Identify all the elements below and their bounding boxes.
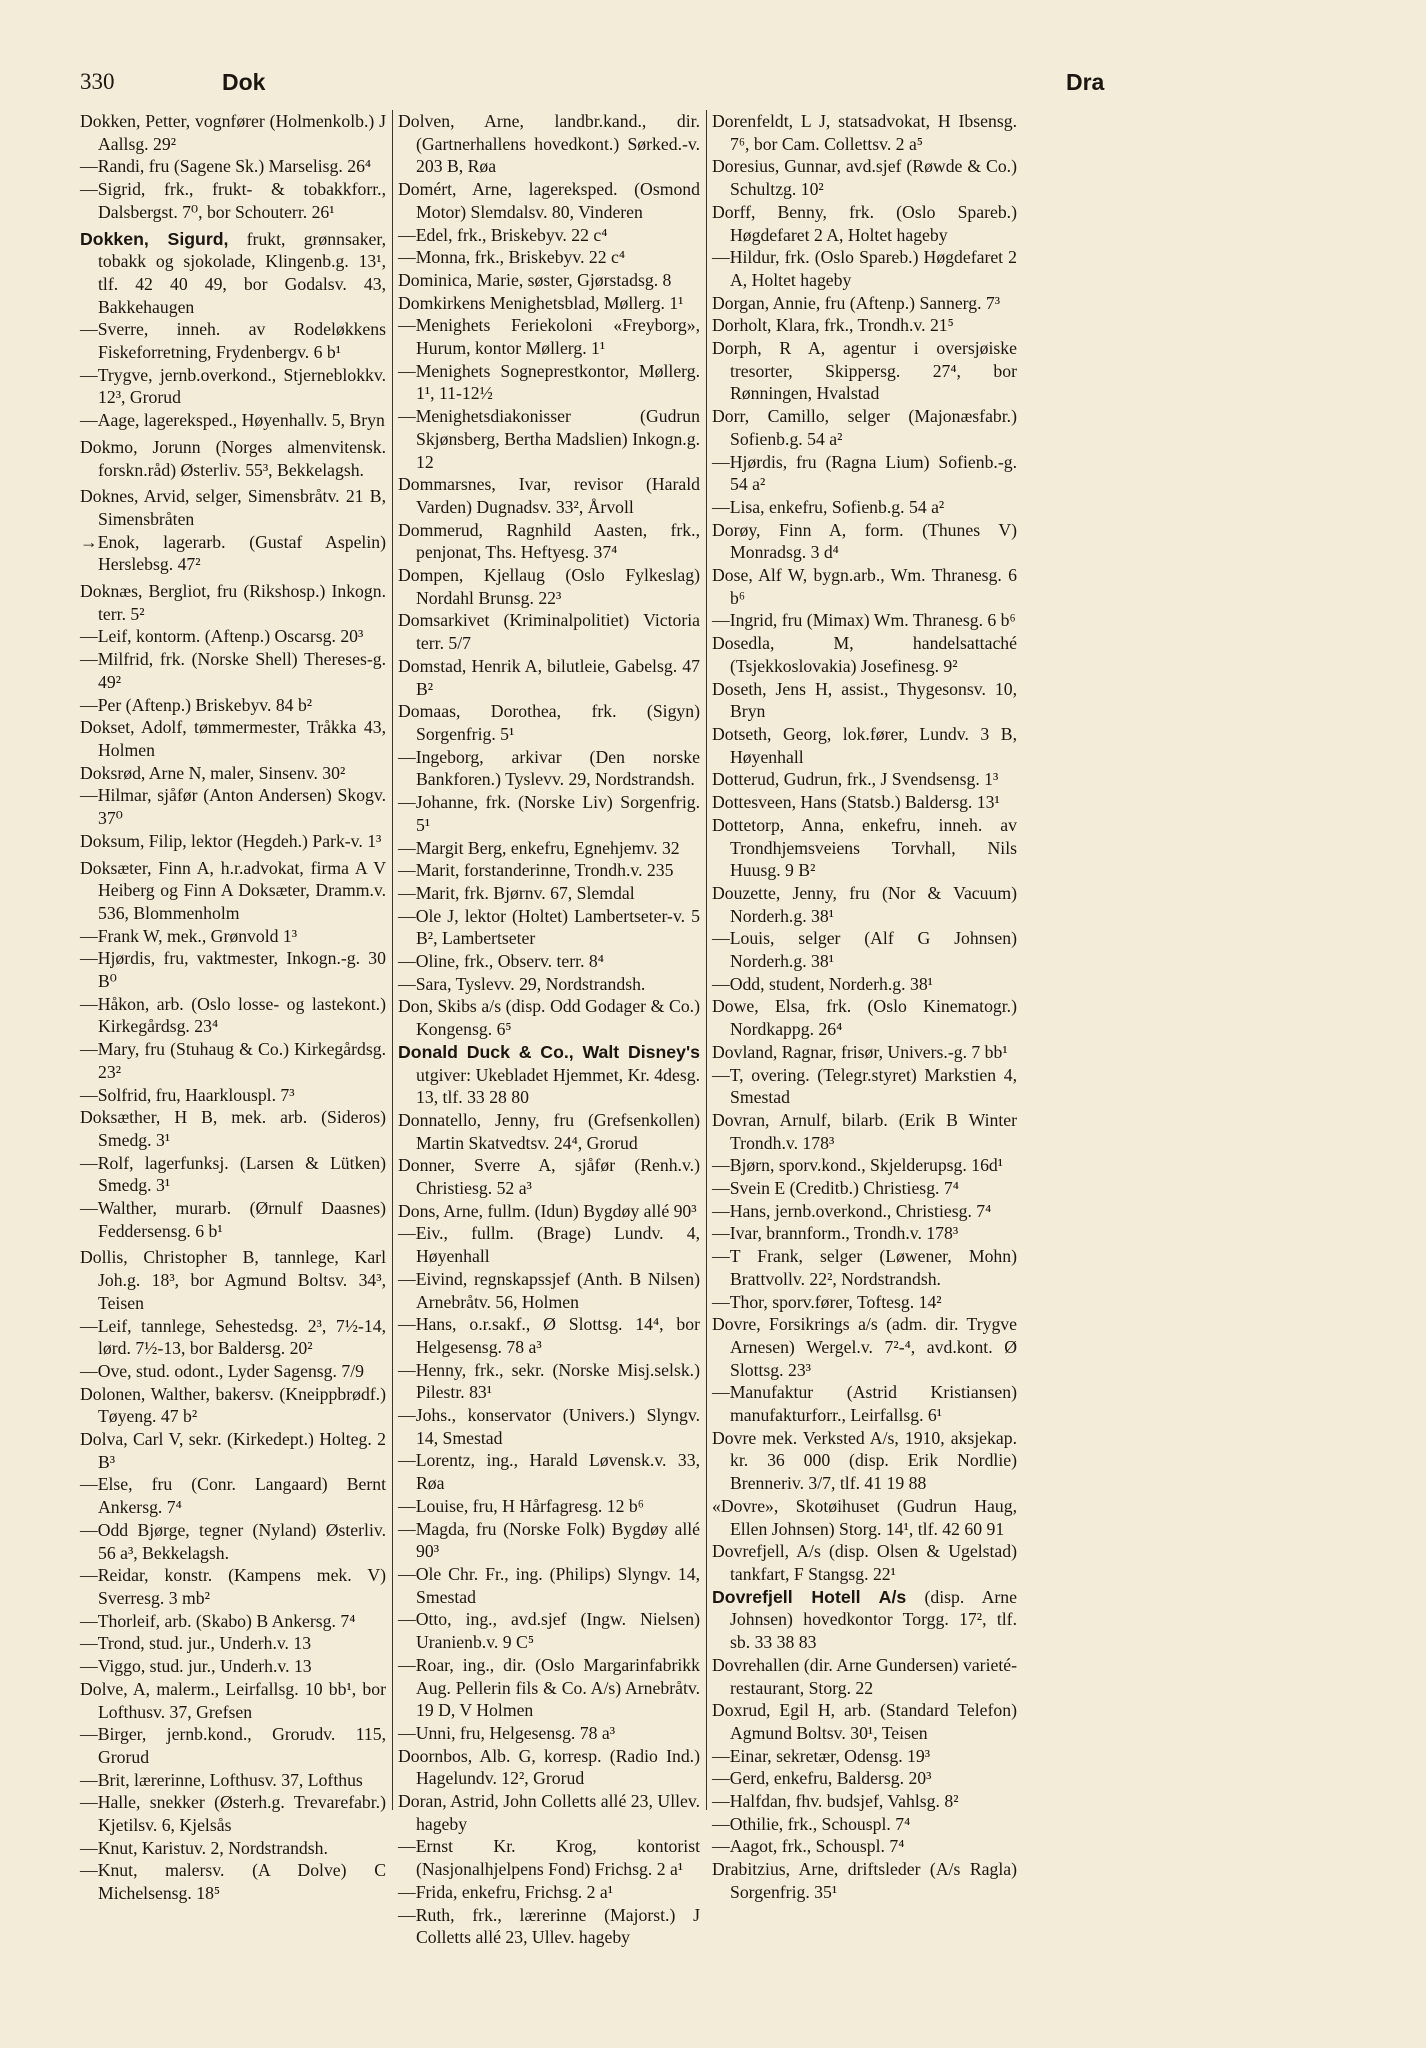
directory-entry	[712, 314, 1017, 337]
directory-entry	[712, 1313, 1017, 1381]
entry-text: Doknes, Arvid, selger, Simensbråtv. 21 B, Simensbråten	[80, 486, 386, 529]
directory-entry	[398, 360, 700, 405]
entry-text: —Hjørdis, fru (Ragna Lium) Sofienb.-g. 54 a²	[712, 451, 1017, 495]
entry-text: —Odd Bjørge, tegner (Nyland) Østerliv. 56 a³, Bekkelagsh.	[80, 1519, 386, 1563]
entry-text: Dommarsnes, Ivar, revisor (Harald Varden) Dugnadsv. 33², Årvoll	[398, 474, 700, 517]
entry-text: —Knut, malersv. (A Dolve) C Michelsensg. 18⁵	[80, 1860, 386, 1904]
directory-entry	[398, 1109, 700, 1154]
entry-text: —Else, fru (Conr. Langaard) Bernt Ankersg. 7⁴	[80, 1474, 386, 1518]
directory-entry	[80, 1632, 386, 1655]
entry-text: —Ove, stud. odont., Lyder Sagensg. 7/9	[80, 1360, 364, 1381]
entry-text: Doksum, Filip, lektor (Hegdeh.) Park-v. 1³	[80, 830, 382, 851]
right-guide-word: Dra	[1066, 69, 1105, 95]
directory-column-3	[712, 110, 1017, 1904]
directory-entry	[80, 1428, 386, 1473]
entry-text: —Knut, Karistuv. 2, Nordstrandsh.	[80, 1837, 328, 1858]
entry-text: Dorr, Camillo, selger (Majonæsfabr.) Sofienb.g. 54 a²	[712, 406, 1017, 449]
directory-entry	[80, 1152, 386, 1197]
entry-text: —Halfdan, fhv. budsjef, Vahlsg. 8²	[712, 1791, 959, 1812]
entry-text: Dollis, Christopher B, tannlege, Karl Joh.g. 18³, bor Agmund Boltsv. 34³, Teisen	[80, 1247, 386, 1313]
entry-text: —Othilie, frk., Schouspl. 7⁴	[712, 1813, 911, 1834]
directory-entry	[398, 746, 700, 791]
entry-text: (disp. Arne Johnsen) hovedkontor Torgg. 17², tlf. sb. 33 38 83	[730, 1586, 1017, 1653]
entry-text: Doksæter, Finn A, h.r.advokat, firma A V Heiberg og Finn A Doksæter, Dramm.v. 536, Blommenholm	[80, 857, 386, 923]
directory-entry	[80, 1837, 386, 1860]
entry-text: «Dovre», Skotøihuset (Gudrun Haug, Ellen Johnsen) Storg. 14¹, tlf. 42 60 91	[712, 1495, 1017, 1539]
entry-text: —Sverre, inneh. av Rodeløkkens Fiskeforretning, Frydenbergv. 6 b¹	[80, 319, 386, 363]
entry-text: Doknæs, Bergliot, fru (Rikshosp.) Inkogn. terr. 5²	[80, 581, 386, 624]
entry-text: Drabitzius, Arne, driftsleder (A/s Ragla) Sorgenfrig. 35¹	[712, 1859, 1017, 1902]
directory-entry	[398, 1495, 700, 1518]
directory-entry	[398, 405, 700, 473]
entry-text: —Roar, ing., dir. (Oslo Margarinfabrikk Aug. Pellerin fils & Co. A/s) Arnebråtv. 19 D, V Holmen	[398, 1654, 700, 1721]
directory-entry	[398, 314, 700, 359]
entry-text: Domért, Arne, lagereksped. (Osmond Motor) Slemdalsv. 80, Vinderen	[398, 179, 700, 222]
entry-text: —Einar, sekretær, Odensg. 19³	[712, 1745, 931, 1766]
directory-entry	[80, 364, 386, 409]
directory-entry	[80, 762, 386, 785]
directory-entry	[398, 973, 700, 996]
directory-entry	[712, 1154, 1017, 1177]
directory-entry	[712, 1495, 1017, 1540]
directory-entry	[80, 1655, 386, 1678]
entry-text: —Thorleif, arb. (Skabo) B Ankersg. 7⁴	[80, 1610, 356, 1631]
entry-text: Dotterud, Gudrun, frk., J Svendsensg. 1³	[712, 769, 999, 790]
directory-entry	[398, 950, 700, 973]
directory-entry	[398, 1222, 700, 1267]
entry-text: Douzette, Jenny, fru (Nor & Vacuum) Norderh.g. 38¹	[712, 882, 1017, 926]
directory-entry	[80, 830, 386, 853]
entry-text: Doresius, Gunnar, avd.sjef (Røwde & Co.) Schultzg. 10²	[712, 156, 1017, 200]
directory-entry	[80, 625, 386, 648]
directory-entry	[80, 1859, 386, 1904]
directory-entry	[80, 1246, 386, 1314]
directory-entry	[712, 405, 1017, 450]
entry-text: Dotseth, Georg, lok.fører, Lundv. 3 B, Høyenhall	[712, 723, 1017, 767]
directory-entry	[398, 859, 700, 882]
entry-text: —Ruth, frk., lærerinne (Majorst.) J Colletts allé 23, Ullev. hageby	[398, 1904, 700, 1948]
entry-text: Dolonen, Walther, bakersv. (Kneippbrødf.) Tøyeng. 47 b²	[80, 1383, 386, 1427]
directory-entry	[80, 694, 386, 717]
directory-entry	[398, 882, 700, 905]
entry-text: Dorholt, Klara, frk., Trondh.v. 21⁵	[712, 315, 954, 336]
directory-entry	[712, 609, 1017, 632]
directory-entry	[398, 519, 700, 564]
entry-text: Dokken, Petter, vognfører (Holmenkolb.) J Aallsg. 29²	[80, 111, 386, 154]
directory-entry	[80, 1315, 386, 1360]
directory-entry	[398, 1835, 700, 1880]
directory-entry	[398, 1608, 700, 1653]
directory-entry	[712, 791, 1017, 814]
directory-entry	[712, 927, 1017, 972]
entry-text: Donnatello, Jenny, fru (Grefsenkollen) Martin Skatvedtsv. 24⁴, Grorud	[398, 1109, 700, 1153]
entry-text: utgiver: Ukebladet Hjemmet, Kr. 4desg. 13, tlf. 33 28 80	[416, 1064, 700, 1108]
directory-entry	[398, 1790, 700, 1835]
directory-entry	[80, 1473, 386, 1518]
directory-entry	[80, 436, 386, 481]
entry-text: —Halle, snekker (Østerh.g. Trevarefabr.) Kjetilsv. 6, Kjelsås	[80, 1792, 386, 1836]
directory-entry	[398, 1881, 700, 1904]
entry-text: Dokmo, Jorunn (Norges almenvitensk. forskn.råd) Østerliv. 55³, Bekkelagsh.	[80, 436, 386, 480]
entry-text: Dovrefjell, A/s (disp. Olsen & Ugelstad) tankfart, F Stangsg. 22¹	[712, 1541, 1017, 1584]
directory-entry	[398, 905, 700, 950]
directory-entry	[398, 1449, 700, 1494]
directory-entry	[398, 292, 700, 315]
entry-text: —Hildur, frk. (Oslo Spareb.) Høgdefaret 2 A, Holtet hageby	[712, 247, 1017, 290]
directory-entry	[80, 925, 386, 948]
entry-text: —Manufaktur (Astrid Kristiansen) manufakturforr., Leirfallsg. 6¹	[712, 1382, 1017, 1426]
entry-text: —Menighets Feriekoloni «Freyborg», Hurum, kontor Møllerg. 1¹	[398, 315, 700, 359]
directory-entry	[712, 1222, 1017, 1245]
directory-entry	[80, 1564, 386, 1609]
directory-entry	[80, 1197, 386, 1242]
entry-text: Dose, Alf W, bygn.arb., Wm. Thranesg. 6 b⁶	[712, 565, 1017, 608]
entry-text: —Walther, murarb. (Ørnulf Daasnes) Feddersensg. 6 b¹	[80, 1198, 386, 1241]
directory-entry	[712, 1654, 1017, 1699]
entry-text: —Milfrid, frk. (Norske Shell) Thereses-g. 49²	[80, 649, 386, 692]
entry-text: —Lisa, enkefru, Sofienb.g. 54 a²	[712, 496, 945, 517]
directory-entry	[398, 791, 700, 836]
directory-entry	[398, 995, 700, 1040]
entry-text: Doran, Astrid, John Colletts allé 23, Ullev. hageby	[398, 1791, 700, 1834]
entry-text: —Louise, fru, H Hårfagresg. 12 b⁶	[398, 1495, 644, 1516]
directory-entry	[398, 564, 700, 609]
directory-entry	[398, 655, 700, 700]
entry-text: —Gerd, enkefru, Baldersg. 20³	[712, 1768, 932, 1789]
entry-text: —Eiv., fullm. (Brage) Lundv. 4, Høyenhall	[398, 1223, 700, 1267]
entry-text: Domstad, Henrik A, bilutleie, Gabelsg. 47 B²	[398, 655, 700, 699]
entry-text: Dorenfeldt, L J, statsadvokat, H Ibsensg. 7⁶, bor Cam. Collettsv. 2 a⁵	[712, 111, 1017, 154]
entry-text: Dorff, Benny, frk. (Oslo Spareb.) Høgdefaret 2 A, Holtet hageby	[712, 201, 1017, 245]
entry-text: —Trond, stud. jur., Underh.v. 13	[80, 1633, 312, 1654]
directory-entry	[80, 1383, 386, 1428]
directory-entry	[80, 993, 386, 1038]
entry-text: Dottetorp, Anna, enkefru, inneh. av Trondhjemsveiens Torvhall, Nils Huusg. 9 B²	[712, 814, 1017, 881]
directory-entry	[712, 1245, 1017, 1290]
entry-text: Dolven, Arne, landbr.kand., dir. (Gartnerhallens hovedkont.) Sørked.-v. 203 B, Røa	[398, 111, 700, 177]
entry-text: —Brit, lærerinne, Lofthusv. 37, Lofthus	[80, 1769, 363, 1790]
entry-text: Domkirkens Menighetsblad, Møllerg. 1¹	[398, 292, 684, 313]
directory-entry	[712, 292, 1017, 315]
entry-text: —Menighetsdiakonisser (Gudrun Skjønsberg, Bertha Madslien) Inkogn.g. 12	[398, 406, 700, 472]
directory-entry	[398, 473, 700, 518]
entry-text: —Unni, fru, Helgesensg. 78 a³	[398, 1722, 616, 1743]
entry-text: —Leif, tannlege, Sehestedsg. 2³, 7½-14, lørd. 7½-13, bor Baldersg. 20²	[80, 1315, 386, 1359]
entry-text: —Louis, selger (Alf G Johnsen) Norderh.g. 38¹	[712, 928, 1017, 972]
directory-entry	[712, 110, 1017, 155]
directory-entry	[398, 1745, 700, 1790]
entry-text: —Thor, sporv.fører, Toftesg. 14²	[712, 1291, 942, 1312]
directory-entry	[398, 178, 700, 223]
entry-text: frukt, grønnsaker, tobakk og sjokolade, Klingenb.g. 13¹, tlf. 42 40 49, bor Godalsv. 43, Bakkehaugen	[98, 228, 386, 317]
entry-text: Dorph, R A, agentur i oversjøiske tresorter, Skippersg. 27⁴, bor Rønningen, Hvalstad	[712, 338, 1017, 404]
directory-entry	[80, 716, 386, 761]
entry-text: —Ole J, lektor (Holtet) Lambertseter-v. 5 B², Lambertseter	[398, 905, 700, 949]
entry-text: —Margit Berg, enkefru, Egnehjemv. 32	[398, 837, 680, 858]
directory-entry	[80, 1723, 386, 1768]
entry-text: Dosedla, M, handelsattaché (Tsjekkoslovakia) Josefinesg. 9²	[712, 633, 1017, 676]
directory-entry	[712, 337, 1017, 405]
entry-text: —Randi, fru (Sagene Sk.) Marselisg. 26⁴	[80, 156, 372, 177]
directory-entry	[712, 1858, 1017, 1903]
entry-text: —Mary, fru (Stuhaug & Co.) Kirkegårdsg. 23²	[80, 1039, 386, 1082]
entry-text: —Lorentz, ing., Harald Løvensk.v. 33, Røa	[398, 1450, 700, 1494]
entry-text: Dorgan, Annie, fru (Aftenp.) Sannerg. 7³	[712, 292, 1001, 313]
directory-entry	[80, 1519, 386, 1564]
entry-text: —Per (Aftenp.) Briskebyv. 84 b²	[80, 694, 313, 715]
directory-entry	[712, 496, 1017, 519]
directory-entry	[80, 155, 386, 178]
entry-text: —T, overing. (Telegr.styret) Markstien 4, Smestad	[712, 1064, 1017, 1108]
entry-text: Doxrud, Egil H, arb. (Standard Telefon) Agmund Boltsv. 30¹, Teisen	[712, 1700, 1017, 1743]
entry-text: —Oline, frk., Observ. terr. 8⁴	[398, 951, 604, 972]
directory-column-1	[80, 110, 386, 1905]
entry-text: Dovrehallen (dir. Arne Gundersen) varieté-restaurant, Storg. 22	[712, 1654, 1017, 1698]
directory-entry	[712, 814, 1017, 882]
entry-text: Doksrød, Arne N, maler, Sinsenv. 30²	[80, 762, 346, 783]
entry-text: —Magda, fru (Norske Folk) Bygdøy allé 90³	[398, 1518, 700, 1562]
directory-entry	[712, 1699, 1017, 1744]
entry-text: —Viggo, stud. jur., Underh.v. 13	[80, 1656, 312, 1677]
directory-entry	[712, 451, 1017, 496]
entry-text: —Eivind, regnskapssjef (Anth. B Nilsen) Arnebråtv. 56, Holmen	[398, 1268, 700, 1312]
entry-text: Domaas, Dorothea, frk. (Sigyn) Sorgenfrig. 5¹	[398, 701, 700, 744]
entry-text: —Sara, Tyslevv. 29, Nordstrandsh.	[398, 973, 646, 994]
entry-text: Dowe, Elsa, frk. (Oslo Kinematogr.) Nordkappg. 26⁴	[712, 996, 1017, 1040]
directory-entry	[398, 1200, 700, 1223]
directory-entry	[712, 1200, 1017, 1223]
directory-entry	[80, 409, 386, 432]
entry-text: —Hans, o.r.sakf., Ø Slottsg. 14⁴, bor Helgesensg. 78 a³	[398, 1314, 700, 1357]
entry-text: Doornbos, Alb. G, korresp. (Radio Ind.) Hagelundv. 12², Grorud	[398, 1745, 700, 1789]
entry-text: —Frida, enkefru, Frichsg. 2 a¹	[398, 1881, 614, 1902]
directory-entry	[712, 678, 1017, 723]
entry-text: —Marit, forstanderinne, Trondh.v. 235	[398, 860, 674, 881]
directory-entry	[80, 178, 386, 223]
entry-text: —Ole Chr. Fr., ing. (Philips) Slyngv. 14, Smestad	[398, 1564, 700, 1607]
directory-entry	[80, 318, 386, 363]
directory-entry	[712, 1745, 1017, 1768]
entry-text: —Bjørn, sporv.kond., Skjelderupsg. 16d¹	[712, 1155, 1004, 1176]
entry-text: —Hjørdis, fru, vaktmester, Inkogn.-g. 30 B⁰	[80, 948, 386, 992]
entry-text: Dompen, Kjellaug (Oslo Fylkeslag) Nordahl Brunsg. 22³	[398, 565, 700, 608]
directory-entry	[80, 1678, 386, 1723]
entry-text: —Johs., konservator (Univers.) Slyngv. 14, Smestad	[398, 1405, 700, 1448]
entry-text: Doseth, Jens H, assist., Thygesonsv. 10, Bryn	[712, 678, 1017, 722]
directory-entry	[712, 519, 1017, 564]
entry-name-bold: Dovrefjell Hotell A/s	[712, 1586, 907, 1607]
entry-text: —Hans, jernb.overkond., Christiesg. 7⁴	[712, 1200, 992, 1221]
directory-entry	[398, 1904, 700, 1949]
entry-text: —Aage, lagereksped., Høyenhallv. 5, Bryn	[80, 410, 385, 431]
directory-entry	[712, 1291, 1017, 1314]
directory-entry	[80, 784, 386, 829]
entry-text: —Johanne, frk. (Norske Liv) Sorgenfrig. 5¹	[398, 792, 700, 835]
directory-entry	[398, 1154, 700, 1199]
entry-text: —Leif, kontorm. (Aftenp.) Oscarsg. 20³	[80, 626, 364, 647]
entry-text: Dons, Arne, fullm. (Idun) Bygdøy allé 90³	[398, 1200, 697, 1221]
directory-entry	[712, 995, 1017, 1040]
directory-entry	[398, 609, 700, 654]
entry-text: —Solfrid, fru, Haarklouspl. 7³	[80, 1084, 295, 1105]
directory-entry	[398, 1563, 700, 1608]
directory-entry	[398, 1518, 700, 1563]
entry-text: —Henny, frk., sekr. (Norske Misj.selsk.) Pilestr. 83¹	[398, 1359, 700, 1403]
directory-entry	[398, 269, 700, 292]
entry-name-bold: Donald Duck & Co., Walt Disney's	[398, 1041, 700, 1062]
entry-text: Dottesveen, Hans (Statsb.) Baldersg. 13¹	[712, 792, 1000, 813]
entry-text: Donner, Sverre A, sjåfør (Renh.v.) Christiesg. 52 a³	[398, 1155, 700, 1199]
directory-entry	[712, 201, 1017, 246]
directory-entry	[398, 1654, 700, 1722]
directory-entry	[80, 110, 386, 155]
directory-entry	[80, 1106, 386, 1151]
entry-text: Dominica, Marie, søster, Gjørstadsg. 8	[398, 269, 672, 290]
entry-text: —Hilmar, sjåfør (Anton Andersen) Skogv. 37⁰	[80, 785, 386, 829]
directory-entry	[712, 564, 1017, 609]
entry-text: —Ivar, brannform., Trondh.v. 178³	[712, 1223, 959, 1244]
directory-entry	[80, 228, 386, 319]
entry-text: Dovland, Ragnar, frisør, Univers.-g. 7 bb¹	[712, 1041, 1008, 1062]
entry-text: Dovran, Arnulf, bilarb. (Erik B Winter Trondh.v. 178³	[712, 1109, 1017, 1153]
entry-text: —Marit, frk. Bjørnv. 67, Slemdal	[398, 882, 635, 903]
directory-entry	[398, 1313, 700, 1358]
entry-text: —Ingeborg, arkivar (Den norske Bankforen.) Tyslevv. 29, Nordstrandsh.	[398, 746, 700, 790]
directory-entry	[80, 1038, 386, 1083]
entry-text: —Rolf, lagerfunksj. (Larsen & Lütken) Smedg. 3¹	[80, 1152, 386, 1196]
directory-entry	[398, 1722, 700, 1745]
directory-entry	[712, 1540, 1017, 1585]
entry-text: —Svein E (Creditb.) Christiesg. 7⁴	[712, 1178, 959, 1199]
entry-text: —Odd, student, Norderh.g. 38¹	[712, 973, 933, 994]
page-number: 330	[80, 69, 115, 94]
entry-text: —Ernst Kr. Krog, kontorist (Nasjonalhjelpens Fond) Frichsg. 2 a¹	[398, 1836, 700, 1880]
directory-entry	[712, 1835, 1017, 1858]
entry-text: Dorøy, Finn A, form. (Thunes V) Monradsg. 3 d⁴	[712, 519, 1017, 563]
directory-column-2	[398, 110, 700, 1949]
entry-name-bold: Dokken, Sigurd,	[80, 228, 229, 249]
directory-entry	[712, 1041, 1017, 1064]
directory-entry	[398, 1359, 700, 1404]
directory-entry	[398, 1404, 700, 1449]
directory-entry	[80, 1360, 386, 1383]
directory-entry	[712, 246, 1017, 291]
directory-entry	[80, 1791, 386, 1836]
directory-entry	[398, 1041, 700, 1109]
directory-entry	[398, 700, 700, 745]
entry-text: —Håkon, arb. (Oslo losse- og lastekont.) Kirkegårdsg. 23⁴	[80, 993, 386, 1037]
entry-text: —Ingrid, fru (Mimax) Wm. Thranesg. 6 b⁶	[712, 610, 1016, 631]
directory-entry	[80, 1084, 386, 1107]
entry-text: Don, Skibs a/s (disp. Odd Godager & Co.) Kongensg. 6⁵	[398, 996, 700, 1040]
entry-text: Dolve, A, malerm., Leirfallsg. 10 bb¹, bor Lofthusv. 37, Grefsen	[80, 1678, 386, 1722]
directory-entry	[398, 246, 700, 269]
directory-entry	[712, 1813, 1017, 1836]
entry-text: Dolva, Carl V, sekr. (Kirkedept.) Holteg. 2 B³	[80, 1429, 386, 1472]
directory-entry	[712, 973, 1017, 996]
directory-entry	[712, 155, 1017, 200]
directory-entry	[712, 768, 1017, 791]
directory-entry	[712, 1064, 1017, 1109]
directory-entry	[712, 632, 1017, 677]
entry-text: Dovre mek. Verksted A/s, 1910, aksjekap. kr. 36 000 (disp. Erik Nordlie) Brenneriv. 3/7, tlf. 41 19 88	[712, 1427, 1017, 1494]
directory-entry	[80, 580, 386, 625]
entry-text: —Frank W, mek., Grønvold 1³	[80, 925, 298, 946]
column-divider	[706, 110, 707, 1810]
column-divider	[392, 110, 393, 1810]
entry-text: —Birger, jernb.kond., Grorudv. 115, Grorud	[80, 1724, 386, 1767]
entry-text: Doksæther, H B, mek. arb. (Sideros) Smedg. 3¹	[80, 1107, 386, 1150]
left-guide-word: Dok	[222, 69, 266, 95]
directory-entry	[80, 857, 386, 925]
directory-entry	[80, 485, 386, 530]
directory-entry	[398, 1268, 700, 1313]
entry-text: —T Frank, selger (Løwener, Mohn) Brattvollv. 22², Nordstrandsh.	[712, 1246, 1017, 1289]
entry-text: —Trygve, jernb.overkond., Stjerneblokkv. 12³, Grorud	[80, 364, 386, 408]
directory-entry	[712, 1586, 1017, 1654]
entry-text: —Monna, frk., Briskebyv. 22 c⁴	[398, 247, 626, 268]
directory-entry	[712, 1177, 1017, 1200]
directory-entry	[80, 531, 386, 576]
entry-text: Dovre, Forsikrings a/s (adm. dir. Trygve Arnesen) Wergel.v. 7²-⁴, avd.kont. Ø Slottsg. 23³	[712, 1314, 1017, 1380]
directory-entry	[712, 1109, 1017, 1154]
entry-text: Dokset, Adolf, tømmermester, Tråkka 43, Holmen	[80, 717, 386, 760]
directory-entry	[80, 1610, 386, 1633]
directory-entry	[398, 110, 700, 178]
directory-entry	[712, 723, 1017, 768]
entry-text: —Aagot, frk., Schouspl. 7⁴	[712, 1836, 905, 1857]
directory-entry	[712, 882, 1017, 927]
directory-entry	[712, 1381, 1017, 1426]
entry-text: —Otto, ing., avd.sjef (Ingw. Nielsen) Uranienb.v. 9 C⁵	[398, 1609, 700, 1653]
directory-entry	[712, 1767, 1017, 1790]
entry-text: —Sigrid, frk., frukt- & tobakkforr., Dalsbergst. 7⁰, bor Schouterr. 26¹	[80, 179, 386, 222]
entry-text: —Menighets Sogneprestkontor, Møllerg. 1¹, 11-12½	[398, 360, 700, 404]
directory-entry	[712, 1427, 1017, 1495]
directory-entry	[398, 837, 700, 860]
directory-entry	[80, 1769, 386, 1792]
entry-text: Domsarkivet (Kriminalpolitiet) Victoria terr. 5/7	[398, 610, 700, 654]
directory-entry	[712, 1790, 1017, 1813]
directory-entry	[398, 224, 700, 247]
directory-entry	[80, 947, 386, 992]
entry-text: —Reidar, konstr. (Kampens mek. V) Sverresg. 3 mb²	[80, 1565, 386, 1608]
entry-text: —Edel, frk., Briskebyv. 22 c⁴	[398, 224, 608, 245]
entry-text: →Enok, lagerarb. (Gustaf Aspelin) Herslebsg. 47²	[80, 531, 386, 575]
directory-entry	[80, 648, 386, 693]
entry-text: Dommerud, Ragnhild Aasten, frk., penjonat, Ths. Heftyesg. 37⁴	[398, 519, 700, 563]
